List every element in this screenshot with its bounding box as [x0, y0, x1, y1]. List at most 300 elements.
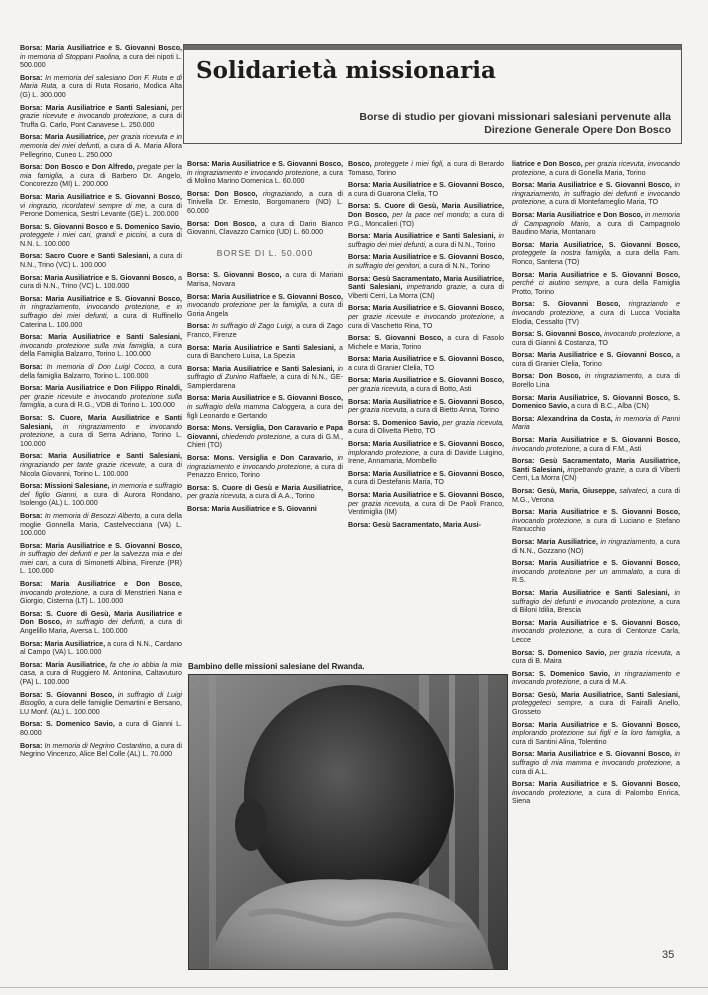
entry-plain: a cura di F.M., Asti	[581, 444, 642, 453]
entry-plain: a cura di Olivetta Pietro, TO	[348, 427, 436, 436]
scholarship-entry	[20, 542, 182, 576]
entry-bold: Borsa: Mons. Versiglia, Don Caravario e Papa Giovanni,	[187, 424, 343, 441]
entry-bold: Borsa: S. Domenico Savio,	[348, 418, 440, 427]
entry-plain: a cura di Goria Angela	[187, 301, 343, 318]
title-bar	[184, 45, 681, 50]
photo-rwanda-child	[188, 674, 508, 970]
entry-italic: In suffragio di Zago Luigi,	[209, 322, 294, 331]
entry-italic: invocando protezione,	[601, 330, 674, 339]
scholarship-entry	[512, 508, 680, 534]
entry-plain: a cura di Perone Domenica, Sestri Levante (GE) L. 200.000	[20, 201, 182, 219]
scholarship-entry	[20, 363, 182, 380]
scholarship-entry	[187, 322, 343, 339]
entry-bold: Borsa: S. Domenico Savio,	[512, 648, 607, 657]
entry-bold: Borsa: S. Domenico Savio,	[512, 669, 610, 678]
entry-italic: proteggeteci sempre,	[512, 699, 583, 708]
scholarship-entry	[187, 190, 343, 216]
entry-bold: Bosco,	[348, 160, 372, 168]
entry-plain: a cura di Molino Marino Domenica L. 60.000	[187, 168, 344, 186]
entry-bold: Borsa: S. Giovanni Bosco e S. Domenico Savio,	[20, 222, 182, 231]
page-number: 35	[662, 949, 675, 961]
entry-italic: In memoria di Don Luigi Cocco,	[42, 363, 157, 371]
entry-italic: in suffragio dei genitori,	[348, 261, 422, 270]
entry-plain: a cura di Montefameglio Maria, TO	[547, 198, 659, 207]
entry-bold: Borsa: Missioni Salesiane,	[20, 482, 110, 491]
entry-bold: Borsa: Maria Ausiliatrice e S. Giovanni Bosco,	[512, 436, 680, 445]
entry-bold: liatrice e Don Bosco,	[512, 160, 583, 168]
entry-plain: a cura di N.N., Trino (VC) L. 100.000	[20, 252, 182, 270]
entry-bold: Borsa: Maria Ausiliatrice e S. Giovanni Bosco,	[512, 181, 672, 190]
entry-bold: Borsa: Don Bosco e Don Alfredo,	[20, 163, 135, 172]
entry-bold: Borsa: Maria Ausiliatrice e S. Giovanni Bosco,	[512, 508, 680, 517]
entry-italic: implorando protezione,	[348, 448, 421, 457]
entry-plain: a cura di N.N. L. 100.000	[20, 231, 182, 248]
entry-italic: proteggete i miei figli,	[371, 160, 445, 168]
entry-italic: in ringraziamento, in suffragio dei defunti e invocando protezione,	[512, 181, 680, 207]
entry-plain: a cura di Santini Alina, Tolentino	[512, 729, 680, 746]
entry-bold: Borsa: Alexandrina da Costa,	[512, 414, 613, 423]
scholarship-entry	[512, 780, 680, 806]
scholarship-entry	[348, 232, 504, 249]
entry-italic: per grazia ricevuta e in memoria dei miei defunti,	[20, 133, 182, 150]
scholarship-entry	[512, 160, 680, 177]
entry-plain: a cura di Granier Clelia, Torino	[512, 351, 681, 368]
scholarship-entry	[20, 274, 182, 291]
column-4	[512, 160, 680, 810]
entry-plain: a cura di Simonetti Albina, Firenze (PR) L. 100.000	[20, 558, 182, 576]
entry-bold: Borsa:	[20, 73, 43, 82]
scholarship-entry	[187, 220, 343, 237]
entry-plain: a cura di Barbero Dr. Angelo, Concorezzo (MI) L. 200.000	[20, 171, 182, 189]
column-3	[348, 160, 504, 533]
scholarship-entry	[512, 619, 680, 645]
entry-bold: Borsa: S. Cuore, Maria Ausiliatrice e Santi Salesiani,	[20, 413, 182, 431]
entry-bold: Borsa: Maria Ausiliatrice e S. Giovanni Bosco,	[348, 181, 504, 190]
scholarship-entry	[187, 424, 343, 450]
entry-bold: Borsa: S. Cuore di Gesù, Maria Ausiliatrice e Don Bosco,	[20, 609, 182, 627]
entry-bold: Borsa: Gesù Sacramentato, Maria Ausiliatrice, Santi Salesiani,	[512, 457, 680, 474]
entry-bold: Borsa: Maria Ausiliatrice,	[512, 537, 598, 546]
entry-bold: Borsa: S. Giovanni Bosco,	[348, 334, 444, 343]
photo-image	[189, 675, 508, 970]
scholarship-entry	[187, 484, 343, 501]
scholarship-entry	[20, 414, 182, 448]
entry-plain: a cura della Famiglia Protto, Torino	[512, 279, 680, 296]
footer-line	[0, 987, 708, 988]
entry-plain: a cura di N.N., Torino	[421, 261, 490, 270]
scholarship-entry	[187, 344, 343, 361]
scholarship-entry	[348, 355, 504, 372]
entry-bold: Borsa: Maria Ausiliatrice e Santi Salesiani,	[348, 232, 496, 241]
entry-italic: in memoria di Campagnolo Mario,	[512, 210, 680, 228]
entry-bold: Borsa: Maria Ausiliatrice e S. Giovanni Bosco,	[512, 750, 672, 759]
scholarship-entry	[20, 223, 182, 249]
scholarship-entry	[512, 300, 680, 326]
scholarship-entry	[348, 521, 504, 530]
entry-plain: a cura di Berardo Tomaso, Torino	[348, 160, 504, 177]
entry-plain: a cura di M.G., Verona	[512, 487, 680, 504]
entry-plain: a cura di A. Maria Allora Pellegrino, Cuneo L. 250.000	[20, 141, 182, 159]
entry-plain: a cura di Negrino Vincenzo, Alice Bel Colle (AL) L. 70.000	[20, 741, 182, 759]
entry-bold: Borsa: Maria Ausiliatrice e Santi Salesiani,	[187, 364, 335, 373]
scholarship-entry	[187, 454, 343, 480]
entry-plain: a cura di Davide Luigino, Irene, Annamaria, Mombello	[348, 448, 504, 466]
entry-plain: a cura di Serra Adriano, Torino L. 100.000	[20, 431, 182, 448]
entry-plain: a cura di Viberti Cerri, La Morra (CN)	[512, 465, 680, 483]
scholarship-entry	[20, 333, 182, 359]
scholarship-entry	[20, 44, 182, 70]
entry-plain: a cura di Ruffinello Caterina L. 100.000	[20, 312, 182, 329]
scholarship-entry	[512, 750, 680, 776]
scholarship-entry	[512, 181, 680, 207]
entry-italic: perché ci aiutino sempre,	[512, 279, 601, 288]
entry-bold: Borsa: S. Giovanni Bosco,	[20, 690, 115, 699]
scholarship-entry	[187, 505, 343, 514]
entry-italic: in suffragio dei miei defunti,	[348, 232, 504, 249]
entry-italic: invocando protezione,	[20, 588, 91, 597]
entry-bold: Borsa: Maria Ausiliatrice e S. Giovanni Bosco,	[512, 618, 680, 627]
entry-bold: Borsa: Maria Ausiliatrice, S. Giovanni Bosco, S. Domenico Savio,	[512, 393, 680, 411]
scholarship-entry	[20, 133, 182, 159]
entry-plain: a cura di Granier Clelia, TO	[348, 363, 435, 372]
entry-italic: invocando protezione,	[512, 627, 585, 636]
entry-plain: a cura di Aurora Rondano, Isolengo (AL) L. 100.000	[20, 490, 182, 508]
scholarship-entry	[348, 398, 504, 415]
scholarship-entry	[20, 742, 182, 759]
entry-plain: a cura di Gianni L. 80.000	[20, 720, 182, 737]
scholarship-entry	[348, 334, 504, 351]
entry-plain: a cura di Nicola Giovanni, Torino L. 100.000	[20, 460, 182, 478]
scholarship-entry	[20, 252, 182, 269]
entry-italic: per la pace nel mondo;	[388, 210, 471, 219]
entry-plain: a cura di Angelillo Maria, Aversa L. 100.000	[20, 618, 182, 636]
entry-italic: in ringraziamento, invocando protezione, e in suffragio dei miei defunti,	[20, 303, 182, 321]
entry-italic: per grazia ricevuta,	[348, 406, 409, 415]
scholarship-entry	[512, 721, 680, 747]
entry-italic: per grazia ricevuta,	[187, 492, 248, 501]
scholarship-entry	[348, 470, 504, 487]
entry-bold: Borsa: S. Giovanni Bosco,	[512, 300, 621, 309]
entry-plain: a cura di Gonella Maria, Torino	[547, 168, 646, 177]
scholarship-entry	[20, 104, 182, 130]
entry-italic: in suffragio della mamma Caloggera,	[187, 403, 307, 412]
entry-bold: Borsa: Maria Ausiliatrice e Don Filippo Rinaldi,	[20, 384, 182, 393]
entry-italic: invocando protezione,	[512, 444, 582, 453]
entry-italic: vi ringrazio, ricordatevi sempre di me,	[20, 201, 148, 210]
scholarship-entry	[512, 457, 680, 483]
entry-bold: Borsa: Maria Ausiliatrice e S. Giovanni Bosco,	[348, 397, 504, 406]
entry-bold: Borsa: Gesù Sacramentato, Maria Ausiliatrice, Santi Salesiani,	[348, 274, 504, 292]
entry-italic: per grazia ricevuta, invocando protezione,	[512, 160, 681, 177]
entry-bold: Borsa: Maria Ausiliatrice e S. Giovanni Bosco,	[512, 720, 680, 729]
entry-plain: a cura di Fairalli Anello, Grosseto	[512, 699, 680, 717]
entry-bold: Borsa: Maria Ausiliatrice e S. Giovanni Bosco,	[348, 376, 504, 385]
entry-bold: Borsa:	[20, 363, 43, 371]
section-heading: BORSE DI L. 50.000	[216, 247, 314, 258]
entry-bold: Borsa: Maria Ausiliatrice e S. Giovanni Bosco,	[348, 355, 504, 364]
entry-bold: Borsa: Maria Ausiliatrice e S. Giovanni Bosco,	[512, 780, 680, 789]
entry-italic: in memoria e suffragio del figlio Gianni,	[20, 482, 182, 499]
entry-bold: Borsa: Don Bosco,	[187, 219, 257, 228]
entry-italic: ringraziando,	[257, 189, 304, 198]
entry-bold: Borsa: S. Giovanni Bosco,	[512, 330, 602, 339]
entry-plain: a cura di Banchero Luisa, La Spezia	[187, 343, 343, 361]
entry-bold: Borsa: Maria Ausiliatrice e S. Giovanni Bosco,	[512, 351, 674, 360]
entry-italic: invocando protezione sulla mia famiglia,	[20, 341, 156, 350]
entry-bold: Borsa: Maria Ausiliatrice, S. Giovanni Bosco,	[512, 240, 680, 249]
scholarship-entry	[348, 304, 504, 330]
entry-italic: per grazie ricevute e invocando protezione,	[20, 103, 182, 121]
scholarship-entry	[348, 181, 504, 198]
entry-plain: a cura di Destefanis Maria, TO	[348, 478, 444, 487]
entry-plain: a cura di Fasolo Michele e Maria, Torino	[348, 334, 504, 351]
scholarship-entry	[348, 491, 504, 517]
entry-bold: Borsa: Maria Ausiliatrice e S. Giovanni Bosco,	[187, 160, 343, 168]
entry-bold: Borsa: Gesù Sacramentato, Maria Ausi-	[348, 520, 481, 529]
entry-plain: a cura di B. Maira	[512, 648, 680, 666]
entry-bold: Borsa: Maria Ausiliatrice e S. Giovanni Bosco,	[348, 304, 504, 313]
entry-italic: in memoria di Panni Maria	[512, 414, 680, 432]
entry-italic: In memoria di Negrino Costantino,	[42, 741, 153, 750]
entry-italic: in suffragio di Luigi Bisoglio,	[20, 690, 182, 708]
scholarship-entry	[512, 241, 680, 267]
entry-italic: per grazia ricevuta,	[348, 385, 409, 394]
entry-plain: a cura di Luciano e Stefano Ranucchio	[512, 516, 680, 534]
entry-italic: fa che io abbia la mia casa,	[20, 660, 182, 678]
scholarship-entry	[187, 271, 343, 288]
scholarship-entry	[20, 661, 182, 687]
entry-plain: a cura di Penazzo Enrico, Torino	[187, 462, 343, 480]
entry-plain: a cura di Darin Bianco Giovanni, Clavazzo Carnico (UD) L. 60.000	[187, 219, 344, 237]
entry-bold: Borsa: S. Cuore di Gesù e Maria Ausiliatrice,	[187, 483, 343, 492]
entry-italic: per grazia ricevuta,	[439, 418, 504, 427]
entry-bold: Borsa: Maria Ausiliatrice e S. Giovanni Bosco,	[512, 270, 680, 279]
column-1	[20, 44, 182, 763]
entry-plain: a cura dei figli Leonardo e Gertando	[187, 403, 344, 420]
scholarship-entry	[512, 330, 680, 347]
scholarship-entry	[512, 351, 680, 368]
entry-bold: Borsa:	[187, 322, 210, 331]
entry-italic: impetrando grazie,	[402, 283, 468, 292]
scholarship-entry	[20, 580, 182, 606]
entry-plain: a cura di Tinivella Dr. Ernesto, Borgomanero (NO) L. 60.000	[187, 189, 343, 215]
entry-plain: a cura di P.G., Moncalieri (TO)	[348, 210, 504, 228]
scholarship-entry	[20, 193, 182, 219]
scholarship-entry	[348, 160, 504, 177]
entry-bold: Borsa:	[20, 741, 43, 750]
entry-bold: Borsa: Maria Ausiliatrice e S. Giovanni	[187, 505, 317, 513]
entry-italic: in suffragio di Zunino Raffaele,	[187, 364, 343, 382]
scholarship-entry	[20, 512, 182, 538]
entry-italic: In memoria di Besozzi Alberto,	[42, 511, 143, 520]
scholarship-entry	[512, 538, 680, 555]
entry-bold: Borsa: Gesù, Maria, Giuseppe,	[512, 487, 617, 495]
entry-plain: a cura della famiglia Balzarro, Torino L. 100.000	[20, 363, 183, 380]
entry-italic: ringraziando per tante grazie ricevute,	[20, 460, 147, 469]
entry-italic: in ringraziamento e invocando protezione,	[512, 669, 680, 687]
entry-plain: a cura di Ruggiero M. Antonina, Caltavuturo (PA) L. 100.000	[20, 669, 182, 686]
entry-plain: a cura della Famiglia Balzarro, Torino L. 100.000	[20, 341, 182, 359]
entry-italic: per grazia ricevuta,	[348, 499, 412, 508]
scholarship-entry	[348, 419, 504, 436]
entry-plain: a cura di Campagnolo Baudino Maria, Montanaro	[512, 219, 681, 237]
entry-plain: a cura di N.N., Cardano al Campo (VA) L. 100.000	[20, 639, 182, 657]
column-2	[187, 160, 343, 518]
entry-bold: Borsa: Maria Ausiliatrice e S. Giovanni Bosco,	[20, 541, 182, 550]
entry-italic: in ringraziamento,	[597, 537, 658, 546]
entry-bold: Borsa: Maria Ausiliatrice e S. Giovanni Bosco,	[20, 294, 182, 303]
entry-bold: Borsa: Maria Ausiliatrice e Don Bosco,	[512, 210, 643, 219]
scholarship-entry	[187, 293, 343, 319]
entry-bold: Borsa: Maria Ausiliatrice e S. Giovanni Bosco,	[348, 469, 504, 478]
entry-italic: proteggete i miei cari, grandi e piccini,	[20, 231, 149, 240]
scholarship-entry	[512, 211, 680, 237]
entry-bold: Borsa: Maria Ausiliatrice e S. Giovanni Bosco,	[348, 491, 504, 499]
entry-plain: a cura di Gianni & Costanza, TO	[512, 330, 680, 347]
entry-plain: a cura di A.A., Torino	[247, 492, 315, 501]
scholarship-entry	[20, 720, 182, 737]
entry-bold: Borsa: Maria Ausiliatrice e S. Giovanni Bosco,	[348, 253, 504, 262]
entry-bold: Borsa: Mons. Versiglia e Don Caravario,	[187, 454, 334, 463]
entry-plain: a cura di Bietto Anna, Torino	[408, 406, 499, 415]
scholarship-entry	[20, 452, 182, 478]
entry-bold: Borsa: Maria Ausiliatrice e Santi Salesiani,	[20, 333, 182, 342]
scholarship-entry	[512, 670, 680, 687]
entry-plain: a cura di Truffa G. Carlo, Pont Canavese L. 250.000	[20, 112, 182, 129]
column-2-bottom	[187, 271, 343, 513]
entry-bold: Borsa: Maria Ausiliatrice e S. Giovanni Bosco,	[20, 273, 176, 282]
entry-italic: invocando protezione per la famiglia,	[187, 301, 309, 310]
entry-plain: a cura di Mariani Marisa, Novara	[187, 271, 343, 288]
entry-plain: a cura di M.A.	[581, 678, 628, 687]
scholarship-entry	[348, 202, 504, 228]
scholarship-entry	[20, 295, 182, 329]
scholarship-entry	[187, 365, 343, 391]
entry-plain: a cura di N.N., Trino (VC) L. 100.000	[20, 273, 183, 291]
entry-plain: a cura di R.G., VDB di Torino L. 100.000	[46, 401, 175, 410]
scholarship-entry	[187, 394, 343, 420]
entry-plain: a cura di Lucca Vocialta Elodia, Cessalto (TV)	[512, 308, 680, 326]
entry-bold: Borsa: Maria Ausiliatrice e Santi Salesiani,	[512, 588, 670, 597]
scholarship-entry	[20, 384, 182, 410]
entry-plain: a cura di R.S.	[512, 567, 680, 585]
entry-italic: in suffragio dei defunti e per la salvezza mia e dei miei cari,	[20, 550, 182, 567]
entry-plain: a cura di De Paoli Franco, Ventimiglia (IM)	[348, 499, 504, 517]
scholarship-entry	[20, 610, 182, 636]
scholarship-entry	[512, 271, 680, 297]
scholarship-entry	[512, 691, 680, 717]
entry-plain: a cura di Vaschetto Rina, TO	[348, 312, 504, 330]
entry-italic: in ringraziamento e invocando protezione,	[187, 454, 343, 471]
entry-plain: a cura di Palombo Enrica, Siena	[512, 788, 680, 806]
entry-bold: Borsa: Maria Ausiliatrice e S. Giovanni Bosco,	[20, 44, 182, 52]
entry-italic: ringraziando e invocando protezione,	[512, 300, 680, 317]
scholarship-entry	[348, 376, 504, 393]
page-title: Solidarietà missionaria	[196, 57, 496, 84]
scholarship-entry	[20, 482, 182, 508]
scholarship-entry	[512, 487, 680, 504]
entry-plain: a cura di N.N., Torino	[426, 240, 496, 249]
scholarship-entry	[20, 163, 182, 189]
entry-bold: Borsa: Maria Ausiliatrice,	[20, 639, 106, 648]
entry-italic: proteggete la nostra famiglia,	[512, 249, 612, 258]
entry-plain: a cura di Guarona Clelia, TO	[348, 189, 439, 198]
entry-italic: per grazia ricevuta,	[606, 648, 673, 657]
entry-bold: Borsa: Maria Ausiliatrice e Santi Salesiani,	[20, 103, 169, 112]
entry-italic: invocando protezione,	[512, 516, 583, 525]
entry-bold: Borsa: S. Domenico Savio,	[20, 720, 115, 729]
entry-plain: a cura di Botto, Asti	[408, 385, 472, 394]
scholarship-entry	[348, 253, 504, 270]
scholarship-entry	[187, 160, 343, 186]
entry-bold: Borsa: Maria Ausiliatrice,	[20, 133, 106, 142]
scholarship-entry	[348, 440, 504, 466]
entry-italic: in ringraziamento,	[580, 372, 644, 381]
entry-bold: Borsa: Gesù, Maria Ausiliatrice, Santi Salesiani,	[512, 690, 680, 699]
entry-italic: implorando protezione sui figli e la loro famiglia,	[512, 729, 673, 738]
entry-bold: Borsa: S. Giovanni Bosco,	[187, 271, 282, 280]
entry-plain: a cura della moglie Gonnella Maria, Castelvecciana (VA) L. 100.000	[20, 511, 183, 538]
entry-italic: chiedendo protezione,	[219, 432, 293, 441]
scholarship-entry	[512, 559, 680, 585]
page-subtitle: Borse di studio per giovani missionari salesiani pervenute alla Direzione Generale Opere Don Bosco	[359, 111, 671, 136]
entry-bold: Borsa: Maria Ausiliatrice e Santi Salesiani,	[187, 343, 336, 352]
entry-bold: Borsa:	[20, 511, 43, 520]
scholarship-entry	[348, 275, 504, 301]
entry-italic: salvateci,	[616, 487, 649, 495]
scholarship-entry	[512, 415, 680, 432]
entry-italic: in suffragio dei defunti,	[61, 618, 146, 627]
entry-italic: impetrando grazie,	[564, 465, 627, 474]
entry-bold: Borsa: Maria Ausiliatrice e S. Giovanni Bosco,	[20, 192, 182, 201]
entry-italic: in ringraziamento e invocando protezione,	[187, 168, 321, 177]
entry-plain: a cura dei nipoti L. 500.000	[20, 52, 182, 70]
entry-plain: a cura di Borello Lina	[512, 372, 680, 390]
scholarship-entry	[20, 640, 182, 657]
entry-bold: Borsa: S. Cuore di Gesù, Maria Ausiliatrice, Don Bosco,	[348, 202, 504, 219]
entry-bold: Borsa: Maria Ausiliatrice e S. Giovanni Bosco,	[187, 394, 343, 403]
entry-plain: a cura della Fam. Ronco, Santena (TO)	[512, 249, 680, 266]
entry-bold: Borsa: Maria Ausiliatrice e Santi Salesiani,	[20, 452, 182, 461]
scholarship-entry	[20, 691, 182, 717]
column-2-top	[187, 160, 343, 237]
entry-plain: a cura di Biloni Idilia, Brescia	[512, 597, 680, 615]
entry-plain: a cura di B.C., Alba (CN)	[569, 402, 649, 411]
scholarship-entry	[512, 436, 680, 453]
scholarship-entry	[512, 589, 680, 615]
title-box	[183, 44, 682, 144]
entry-italic: In memoria del salesiano Don F. Ruta e di Maria Ruta,	[20, 73, 182, 91]
entry-italic: invocando protezione,	[512, 788, 584, 797]
entry-bold: Borsa: Maria Ausiliatrice e S. Giovanni Bosco,	[348, 440, 504, 449]
entry-italic: pregate per la mia famiglia,	[20, 163, 183, 180]
entry-italic: per grazie ricevute e invocando protezione,	[348, 312, 496, 321]
scholarship-entry	[20, 74, 182, 100]
scholarship-entry	[512, 649, 680, 666]
entry-bold: Borsa: Maria Ausiliatrice e Don Bosco,	[20, 580, 182, 589]
entry-italic: in suffragio di mia mamma e invocando protezione,	[512, 750, 680, 768]
photo-caption: Bambino delle missioni salesiane del Rwanda.	[188, 662, 365, 671]
entry-bold: Borsa: Sacro Cuore e Santi Salesiani,	[20, 252, 151, 261]
entry-plain: a cura delle famiglie Demartini e Bersano, LU Monf. (AL) L. 100.000	[20, 699, 182, 716]
scholarship-entry	[512, 372, 680, 389]
entry-plain: a cura di Menstrieri Nana e Giorgio, Cisterna (LT) L. 100.000	[20, 588, 182, 606]
entry-bold: Borsa: Don Bosco,	[512, 372, 581, 381]
entry-italic: in ringraziamento e invocando protezione,	[20, 422, 182, 440]
scholarship-entry	[512, 394, 680, 411]
entry-plain: a cura di A.L.	[512, 759, 680, 776]
entry-plain: a cura di Ruta Rosario, Modica Alta (G) L. 300.000	[20, 82, 182, 99]
